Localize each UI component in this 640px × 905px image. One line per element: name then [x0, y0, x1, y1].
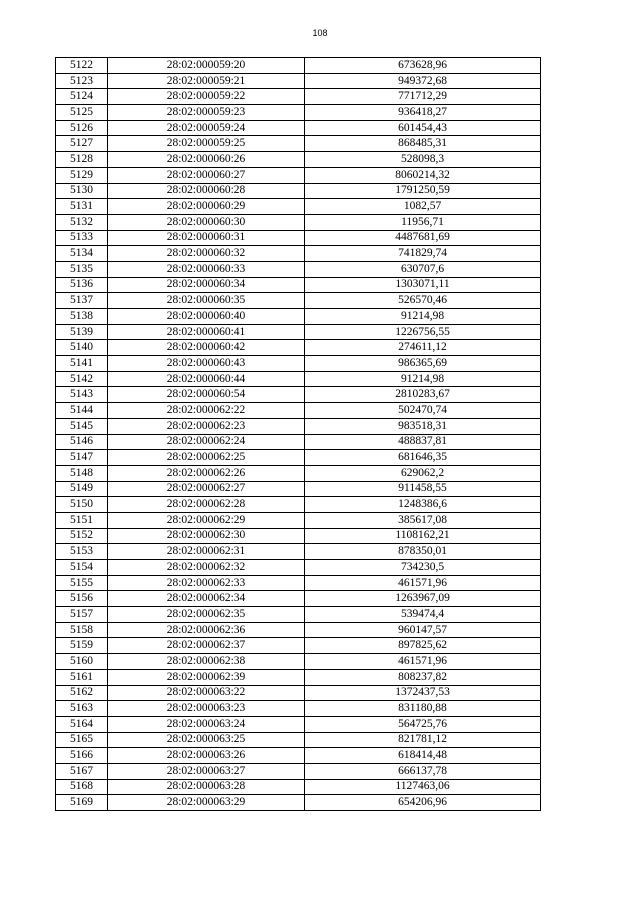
cadastral-value-table: [55, 57, 541, 811]
value-cell: 654206,96: [305, 795, 541, 811]
table-row: [56, 340, 541, 356]
row-number-cell: 5147: [56, 450, 108, 466]
cadastral-number-cell: 28:02:000062:37: [108, 638, 305, 654]
cadastral-number-cell: 28:02:000059:20: [108, 58, 305, 74]
value-cell: 91214,98: [305, 371, 541, 387]
page-number: 108: [312, 28, 328, 38]
row-number-cell: 5122: [56, 58, 108, 74]
row-number-cell: 5162: [56, 685, 108, 701]
table-row: [56, 434, 541, 450]
value-cell: 986365,69: [305, 356, 541, 372]
table-row: [56, 497, 541, 513]
table-row: [56, 261, 541, 277]
row-number-cell: 5135: [56, 261, 108, 277]
row-number-cell: 5159: [56, 638, 108, 654]
table-row: [56, 73, 541, 89]
cadastral-number-cell: 28:02:000063:29: [108, 795, 305, 811]
row-number-cell: 5128: [56, 152, 108, 168]
cadastral-number-cell: 28:02:000060:30: [108, 214, 305, 230]
value-cell: 11956,71: [305, 214, 541, 230]
table-row: [56, 167, 541, 183]
value-cell: 831180,88: [305, 701, 541, 717]
cadastral-number-cell: 28:02:000062:39: [108, 669, 305, 685]
table-row: [56, 403, 541, 419]
row-number-cell: 5139: [56, 324, 108, 340]
cadastral-number-cell: 28:02:000063:28: [108, 779, 305, 795]
table-row: [56, 309, 541, 325]
cadastral-number-cell: 28:02:000062:36: [108, 622, 305, 638]
value-cell: 1082,57: [305, 199, 541, 215]
row-number-cell: 5167: [56, 763, 108, 779]
value-cell: 808237,82: [305, 669, 541, 685]
table-row: [56, 89, 541, 105]
value-cell: 461571,96: [305, 575, 541, 591]
table-row: [56, 324, 541, 340]
value-cell: 1127463,06: [305, 779, 541, 795]
cadastral-number-cell: 28:02:000062:24: [108, 434, 305, 450]
row-number-cell: 5158: [56, 622, 108, 638]
row-number-cell: 5166: [56, 748, 108, 764]
row-number-cell: 5148: [56, 465, 108, 481]
value-cell: 1303071,11: [305, 277, 541, 293]
cadastral-number-cell: 28:02:000063:24: [108, 716, 305, 732]
table-row: [56, 512, 541, 528]
row-number-cell: 5129: [56, 167, 108, 183]
cadastral-number-cell: 28:02:000063:23: [108, 701, 305, 717]
cadastral-number-cell: 28:02:000059:24: [108, 120, 305, 136]
row-number-cell: 5124: [56, 89, 108, 105]
cadastral-number-cell: 28:02:000060:31: [108, 230, 305, 246]
value-cell: 274611,12: [305, 340, 541, 356]
row-number-cell: 5161: [56, 669, 108, 685]
cadastral-number-cell: 28:02:000062:38: [108, 654, 305, 670]
value-cell: 1108162,21: [305, 528, 541, 544]
row-number-cell: 5164: [56, 716, 108, 732]
value-cell: 461571,96: [305, 654, 541, 670]
value-cell: 771712,29: [305, 89, 541, 105]
value-cell: 911458,55: [305, 481, 541, 497]
value-cell: 630707,6: [305, 261, 541, 277]
cadastral-number-cell: 28:02:000062:26: [108, 465, 305, 481]
row-number-cell: 5149: [56, 481, 108, 497]
table-row: [56, 246, 541, 262]
value-cell: 1226756,55: [305, 324, 541, 340]
table-row: [56, 120, 541, 136]
cadastral-number-cell: 28:02:000062:31: [108, 544, 305, 560]
value-cell: 2810283,67: [305, 387, 541, 403]
value-cell: 8060214,32: [305, 167, 541, 183]
row-number-cell: 5145: [56, 418, 108, 434]
cadastral-number-cell: 28:02:000062:28: [108, 497, 305, 513]
value-cell: 564725,76: [305, 716, 541, 732]
value-cell: 618414,48: [305, 748, 541, 764]
cadastral-number-cell: 28:02:000060:40: [108, 309, 305, 325]
value-cell: 528098,3: [305, 152, 541, 168]
table-row: [56, 481, 541, 497]
row-number-cell: 5156: [56, 591, 108, 607]
value-cell: 601454,43: [305, 120, 541, 136]
cadastral-number-cell: 28:02:000059:21: [108, 73, 305, 89]
cadastral-number-cell: 28:02:000063:25: [108, 732, 305, 748]
table-row: [56, 685, 541, 701]
cadastral-number-cell: 28:02:000060:26: [108, 152, 305, 168]
table-row: [56, 199, 541, 215]
row-number-cell: 5130: [56, 183, 108, 199]
row-number-cell: 5146: [56, 434, 108, 450]
table-row: [56, 795, 541, 811]
row-number-cell: 5154: [56, 560, 108, 576]
row-number-cell: 5141: [56, 356, 108, 372]
cadastral-number-cell: 28:02:000062:25: [108, 450, 305, 466]
cadastral-number-cell: 28:02:000062:32: [108, 560, 305, 576]
cadastral-number-cell: 28:02:000060:54: [108, 387, 305, 403]
row-number-cell: 5132: [56, 214, 108, 230]
value-cell: 681646,35: [305, 450, 541, 466]
row-number-cell: 5163: [56, 701, 108, 717]
table-row: [56, 732, 541, 748]
cadastral-number-cell: 28:02:000063:22: [108, 685, 305, 701]
value-cell: 821781,12: [305, 732, 541, 748]
value-cell: 960147,57: [305, 622, 541, 638]
cadastral-number-cell: 28:02:000060:43: [108, 356, 305, 372]
table-row: [56, 591, 541, 607]
value-cell: 897825,62: [305, 638, 541, 654]
row-number-cell: 5127: [56, 136, 108, 152]
table-row: [56, 371, 541, 387]
cadastral-number-cell: 28:02:000062:23: [108, 418, 305, 434]
row-number-cell: 5155: [56, 575, 108, 591]
row-number-cell: 5138: [56, 309, 108, 325]
table-row: [56, 183, 541, 199]
cadastral-number-cell: 28:02:000062:30: [108, 528, 305, 544]
row-number-cell: 5133: [56, 230, 108, 246]
row-number-cell: 5134: [56, 246, 108, 262]
table-row: [56, 450, 541, 466]
cadastral-number-cell: 28:02:000062:35: [108, 607, 305, 623]
table-row: [56, 136, 541, 152]
value-cell: 936418,27: [305, 105, 541, 121]
row-number-cell: 5144: [56, 403, 108, 419]
cadastral-number-cell: 28:02:000062:29: [108, 512, 305, 528]
cadastral-number-cell: 28:02:000060:28: [108, 183, 305, 199]
row-number-cell: 5152: [56, 528, 108, 544]
table-row: [56, 230, 541, 246]
cadastral-number-cell: 28:02:000063:26: [108, 748, 305, 764]
row-number-cell: 5143: [56, 387, 108, 403]
row-number-cell: 5153: [56, 544, 108, 560]
table-row: [56, 58, 541, 74]
cadastral-number-cell: 28:02:000060:35: [108, 293, 305, 309]
cadastral-number-cell: 28:02:000060:32: [108, 246, 305, 262]
table-row: [56, 701, 541, 717]
table-row: [56, 465, 541, 481]
table-row: [56, 638, 541, 654]
cadastral-number-cell: 28:02:000059:22: [108, 89, 305, 105]
table-row: [56, 356, 541, 372]
value-cell: 502470,74: [305, 403, 541, 419]
cadastral-number-cell: 28:02:000060:29: [108, 199, 305, 215]
value-cell: 734230,5: [305, 560, 541, 576]
value-cell: 488837,81: [305, 434, 541, 450]
value-cell: 539474,4: [305, 607, 541, 623]
table-row: [56, 544, 541, 560]
row-number-cell: 5125: [56, 105, 108, 121]
cadastral-number-cell: 28:02:000060:34: [108, 277, 305, 293]
value-cell: 673628,96: [305, 58, 541, 74]
table-row: [56, 607, 541, 623]
table-row: [56, 560, 541, 576]
value-cell: 526570,46: [305, 293, 541, 309]
cadastral-number-cell: 28:02:000062:22: [108, 403, 305, 419]
row-number-cell: 5137: [56, 293, 108, 309]
cadastral-number-cell: 28:02:000060:41: [108, 324, 305, 340]
table-row: [56, 152, 541, 168]
cadastral-number-cell: 28:02:000062:33: [108, 575, 305, 591]
row-number-cell: 5126: [56, 120, 108, 136]
row-number-cell: 5160: [56, 654, 108, 670]
table-row: [56, 779, 541, 795]
table-row: [56, 622, 541, 638]
value-cell: 1372437,53: [305, 685, 541, 701]
cadastral-number-cell: 28:02:000059:25: [108, 136, 305, 152]
row-number-cell: 5165: [56, 732, 108, 748]
value-cell: 385617,08: [305, 512, 541, 528]
value-cell: 666137,78: [305, 763, 541, 779]
cadastral-number-cell: 28:02:000062:34: [108, 591, 305, 607]
value-cell: 878350,01: [305, 544, 541, 560]
row-number-cell: 5151: [56, 512, 108, 528]
value-cell: 1263967,09: [305, 591, 541, 607]
row-number-cell: 5169: [56, 795, 108, 811]
row-number-cell: 5157: [56, 607, 108, 623]
value-cell: 91214,98: [305, 309, 541, 325]
cadastral-number-cell: 28:02:000062:27: [108, 481, 305, 497]
row-number-cell: 5140: [56, 340, 108, 356]
cadastral-number-cell: 28:02:000059:23: [108, 105, 305, 121]
table-row: [56, 763, 541, 779]
table-row: [56, 654, 541, 670]
row-number-cell: 5142: [56, 371, 108, 387]
row-number-cell: 5123: [56, 73, 108, 89]
table-row: [56, 418, 541, 434]
value-cell: 629062,2: [305, 465, 541, 481]
value-cell: 983518,31: [305, 418, 541, 434]
table-row: [56, 669, 541, 685]
table-row: [56, 105, 541, 121]
table-row: [56, 293, 541, 309]
table-row: [56, 716, 541, 732]
table-row: [56, 387, 541, 403]
table-row: [56, 575, 541, 591]
row-number-cell: 5150: [56, 497, 108, 513]
cadastral-number-cell: 28:02:000063:27: [108, 763, 305, 779]
table-row: [56, 748, 541, 764]
row-number-cell: 5136: [56, 277, 108, 293]
value-cell: 1248386,6: [305, 497, 541, 513]
cadastral-number-cell: 28:02:000060:42: [108, 340, 305, 356]
value-cell: 741829,74: [305, 246, 541, 262]
cadastral-number-cell: 28:02:000060:44: [108, 371, 305, 387]
table-row: [56, 528, 541, 544]
table-row: [56, 277, 541, 293]
cadastral-number-cell: 28:02:000060:33: [108, 261, 305, 277]
value-cell: 1791250,59: [305, 183, 541, 199]
value-cell: 4487681,69: [305, 230, 541, 246]
value-cell: 949372,68: [305, 73, 541, 89]
table-row: [56, 214, 541, 230]
row-number-cell: 5168: [56, 779, 108, 795]
cadastral-number-cell: 28:02:000060:27: [108, 167, 305, 183]
row-number-cell: 5131: [56, 199, 108, 215]
table-body: [56, 58, 541, 811]
value-cell: 868485,31: [305, 136, 541, 152]
